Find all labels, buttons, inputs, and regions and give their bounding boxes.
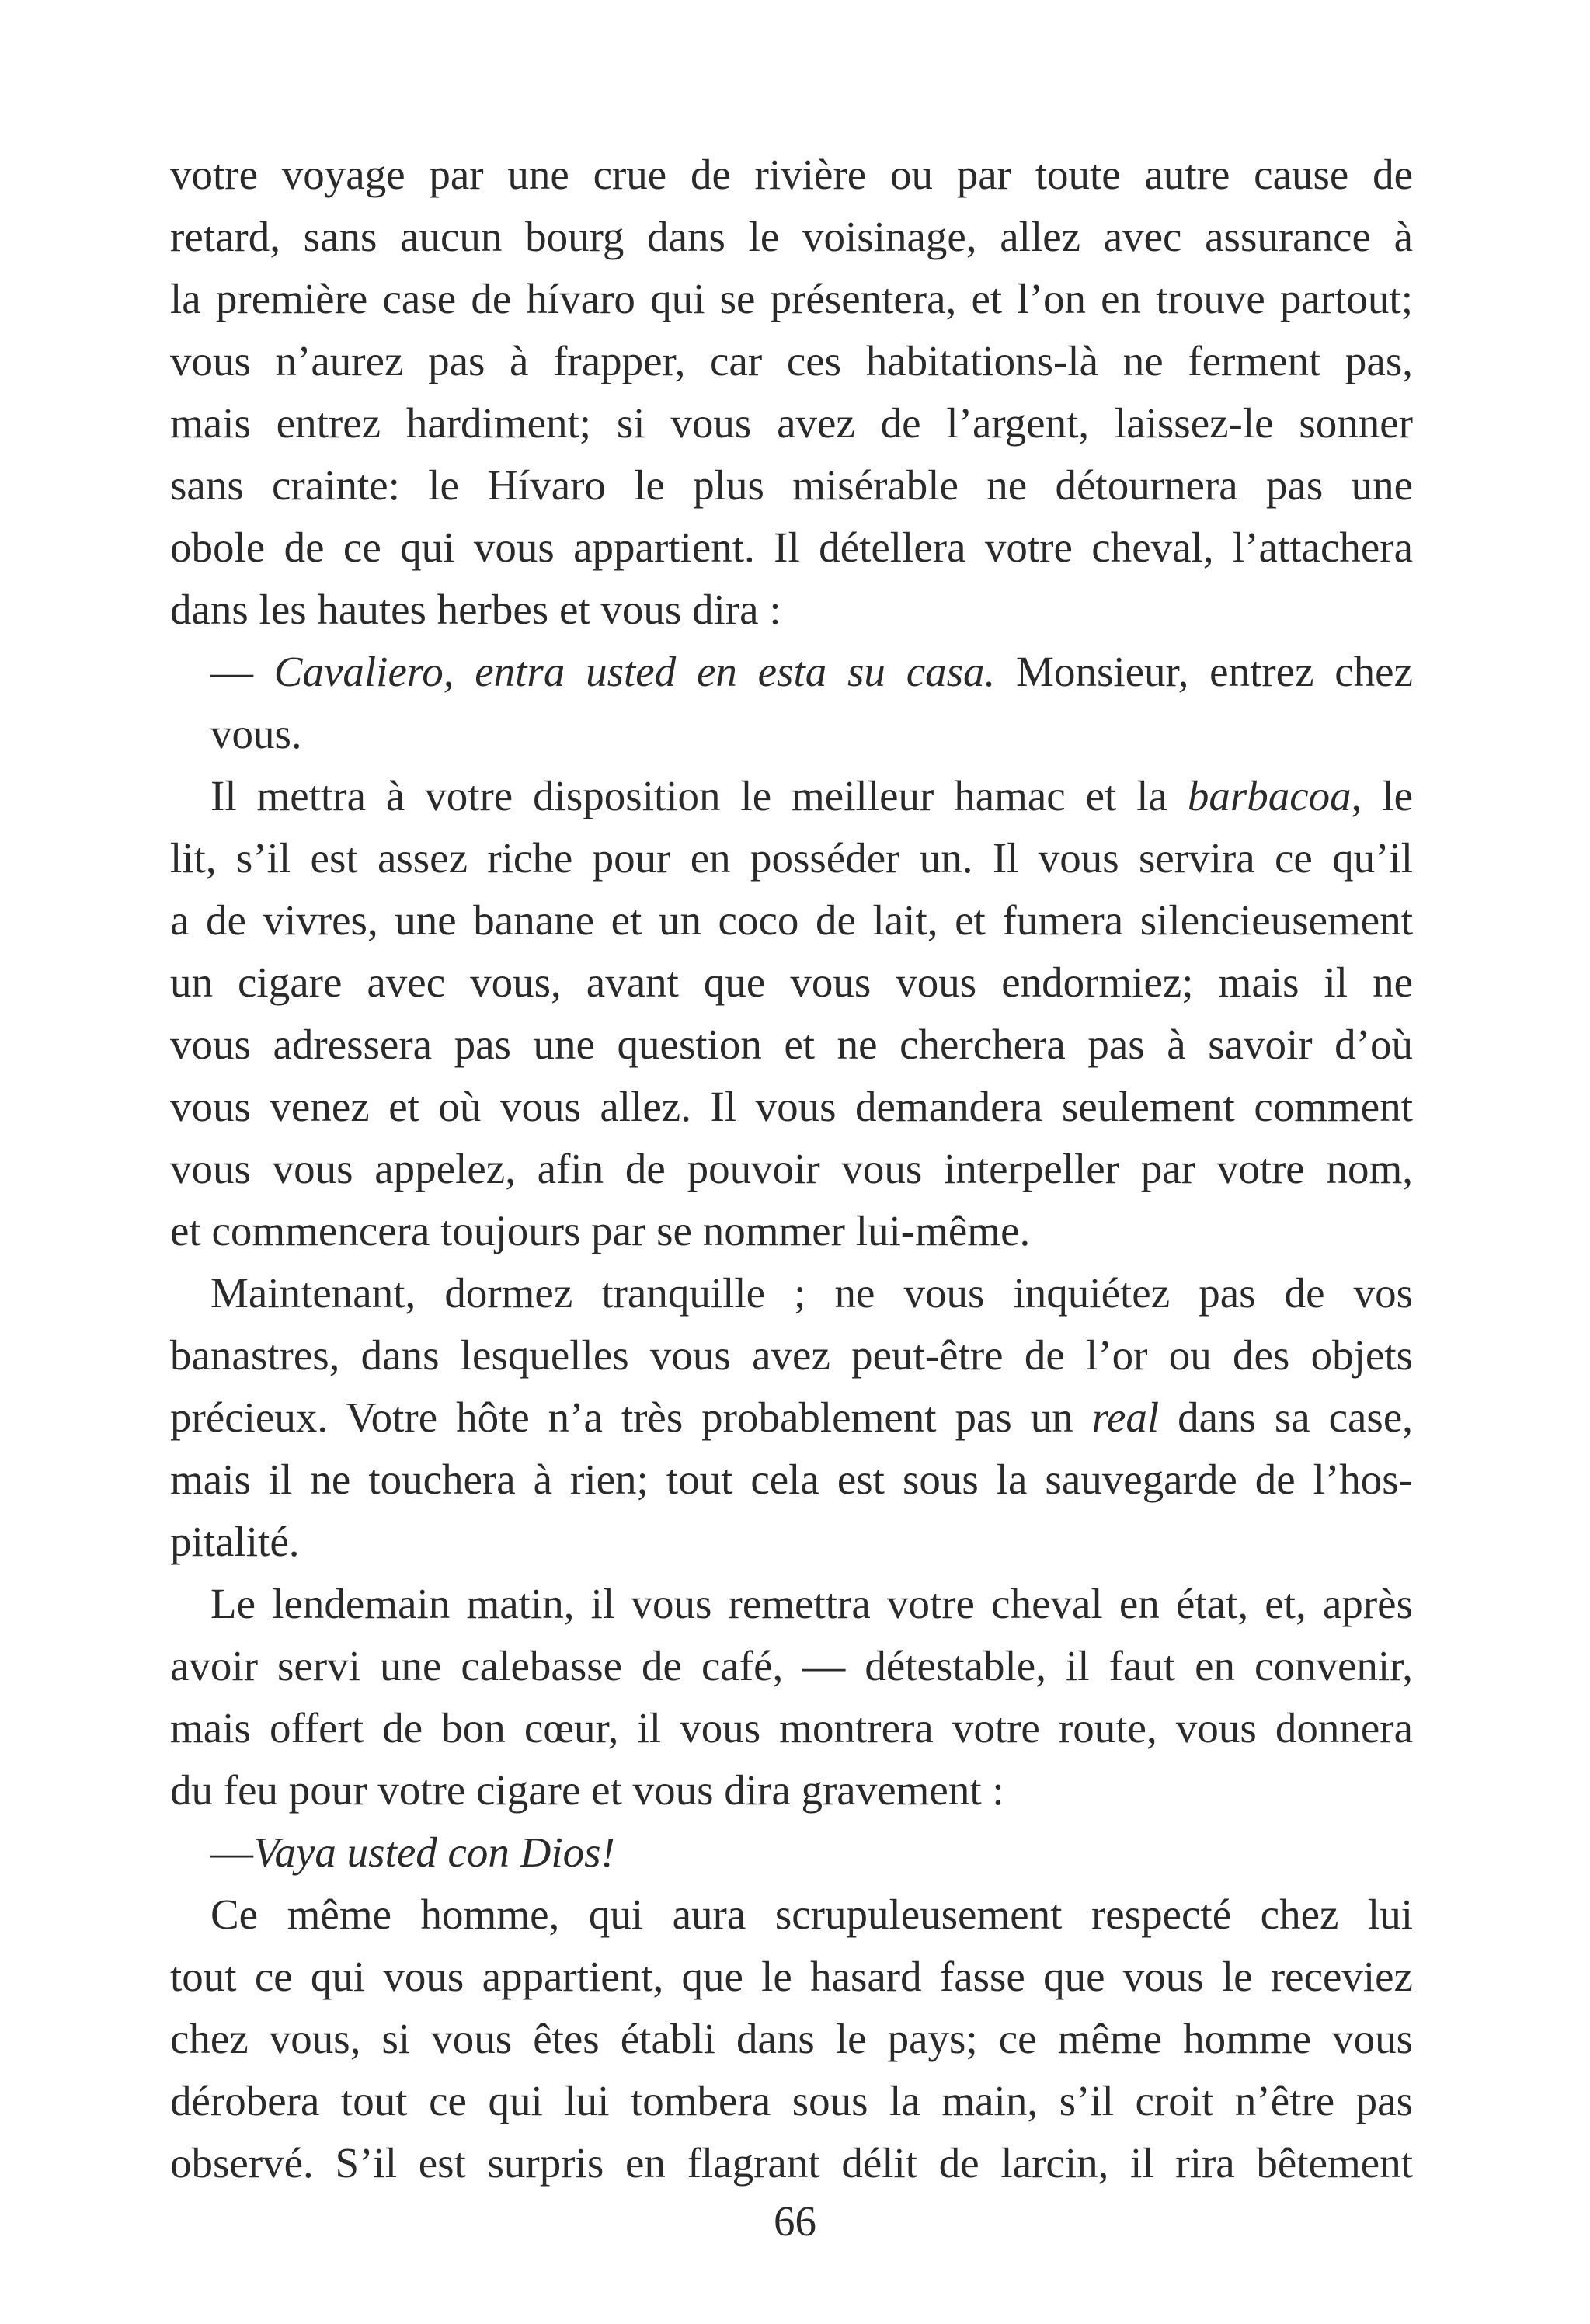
text-line: lit, s’il est assez riche pour en posséder un. Il vous servira ce qu’il bbox=[170, 834, 1413, 882]
text-line: avoir servi une calebasse de café, — détestable, il faut en convenir, bbox=[170, 1642, 1413, 1689]
dialogue-translation: Monsieur, entrez chez vous. bbox=[210, 648, 1414, 757]
text-fragment: précieux. Votre hôte n’a très probablement pas un bbox=[170, 1393, 1092, 1441]
spanish-quote: Vaya usted con Dios! bbox=[253, 1828, 615, 1876]
text-line: chez vous, si vous êtes établi dans le pays; ce même homme vous bbox=[170, 2015, 1413, 2062]
body-text bbox=[170, 144, 1413, 2194]
text-line: retard, sans aucun bourg dans le voisinage, allez avec assurance à bbox=[170, 213, 1413, 260]
dialogue-line-1 bbox=[170, 641, 1413, 765]
text-line bbox=[170, 1821, 1413, 1884]
text-line: un cigare avec vous, avant que vous vous endormiez; mais il ne bbox=[170, 958, 1413, 1006]
text-line: Le lendemain matin, il vous remettra votre cheval en état, et, après bbox=[210, 1580, 1413, 1627]
text-fragment: , le bbox=[1351, 772, 1413, 819]
text-line: mais offert de bon cœur, il vous montrera votre route, vous donnera bbox=[170, 1704, 1413, 1752]
text-line: dérobera tout ce qui lui tombera sous la main, s’il croit n’être pas bbox=[170, 2077, 1413, 2124]
text-line: vous n’aurez pas à frapper, car ces habitations-là ne ferment pas, bbox=[170, 337, 1413, 384]
paragraph-1 bbox=[170, 144, 1413, 641]
paragraph-4 bbox=[170, 1573, 1413, 1821]
text-line: tout ce qui vous appartient, que le hasard fasse que vous le receviez bbox=[170, 1953, 1413, 2000]
spanish-quote: Cavaliero, entra usted en esta su casa. bbox=[273, 648, 996, 695]
text-line: observé. S’il est surpris en flagrant délit de larcin, il rira bêtement bbox=[170, 2139, 1413, 2187]
text-line: mais entrez hardiment; si vous avez de l’argent, laissez-le sonner bbox=[170, 399, 1413, 447]
text-line: a de vivres, une banane et un coco de lait, et fumera silencieusement bbox=[170, 896, 1413, 944]
paragraph-3 bbox=[170, 1262, 1413, 1573]
text-fragment: Il mettra à votre disposition le meilleur hamac et la bbox=[210, 772, 1188, 819]
text-line: Ce même homme, qui aura scrupuleusement respecté chez lui bbox=[210, 1891, 1413, 1938]
text-line: Maintenant, dormez tranquille ; ne vous inquiétez pas de vos bbox=[210, 1269, 1413, 1317]
text-line: obole de ce qui vous appartient. Il détellera votre cheval, l’attachera bbox=[170, 524, 1413, 571]
text-line: mais il ne touchera à rien; tout cela est sous la sauvegarde de l’hos- bbox=[170, 1456, 1413, 1503]
text-fragment: dans sa case, bbox=[1159, 1393, 1413, 1441]
text-line: vous venez et où vous allez. Il vous demandera seulement comment bbox=[170, 1083, 1413, 1130]
text-line: du feu pour votre cigare et vous dira gravement : bbox=[170, 1766, 1004, 1814]
page-number: 66 bbox=[774, 2197, 816, 2245]
text-line bbox=[170, 765, 1413, 827]
text-line bbox=[170, 641, 1413, 765]
dialogue-line-2 bbox=[170, 1821, 1413, 1884]
text-line bbox=[170, 1386, 1413, 1449]
text-line: dans les hautes herbes et vous dira : bbox=[170, 586, 781, 633]
italic-term: barbacoa bbox=[1187, 772, 1352, 819]
paragraph-2 bbox=[170, 765, 1413, 1262]
text-line: banastres, dans lesquelles vous avez peut-être de l’or ou des objets bbox=[170, 1331, 1413, 1379]
text-line: pitalité. bbox=[170, 1518, 300, 1565]
paragraph-5 bbox=[170, 1884, 1413, 2194]
text-line: vous vous appelez, afin de pouvoir vous interpeller par votre nom, bbox=[170, 1145, 1413, 1192]
text-line: votre voyage par une crue de rivière ou par toute autre cause de bbox=[170, 151, 1413, 198]
text-line: la première case de hívaro qui se présentera, et l’on en trouve partout; bbox=[170, 275, 1413, 322]
text-line: et commencera toujours par se nommer lui-même. bbox=[170, 1207, 1031, 1254]
italic-term: real bbox=[1091, 1393, 1160, 1441]
dialogue-dash: — bbox=[210, 648, 274, 695]
dialogue-dash: — bbox=[210, 1828, 253, 1876]
text-line: vous adressera pas une question et ne cherchera pas à savoir d’où bbox=[170, 1021, 1413, 1068]
text-line: sans crainte: le Hívaro le plus misérable ne détournera pas une bbox=[170, 461, 1413, 509]
